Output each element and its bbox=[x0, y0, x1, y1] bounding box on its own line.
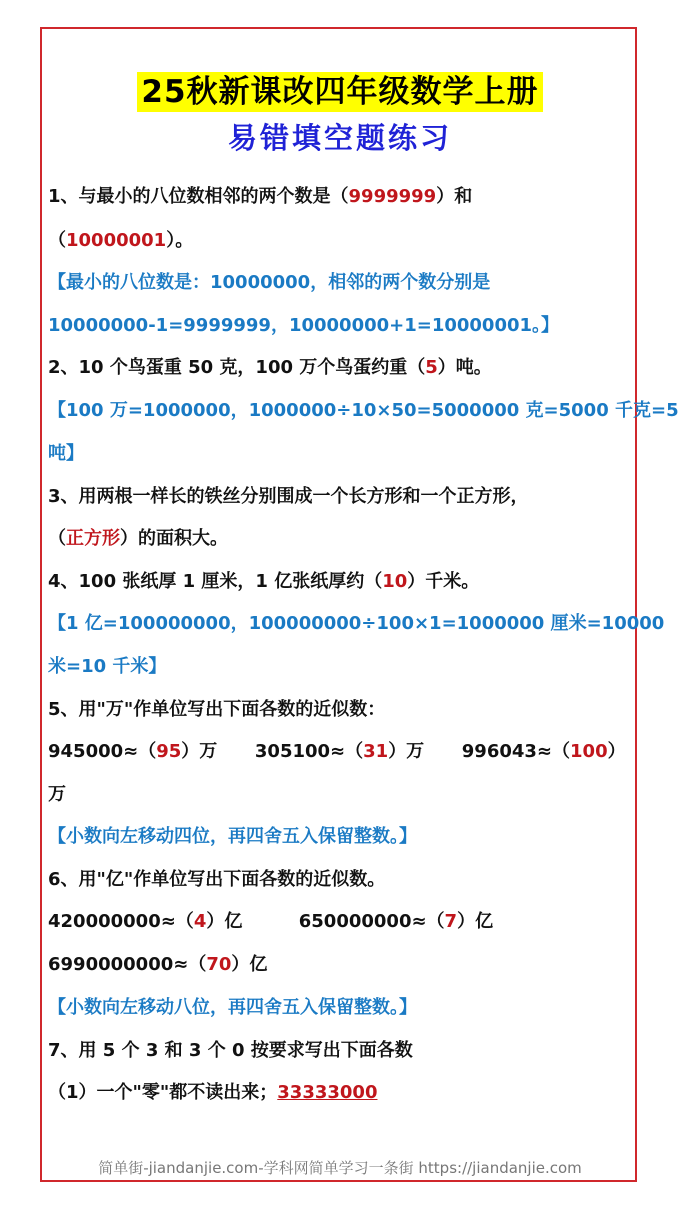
question-text: ）亿 650000000≈（ bbox=[206, 911, 445, 932]
question-text: 万 bbox=[48, 784, 66, 805]
text-line bbox=[48, 439, 84, 465]
text-line bbox=[48, 524, 228, 550]
text-line bbox=[48, 780, 66, 806]
answer-text: 10 bbox=[382, 571, 408, 592]
question-text: 420000000≈（ bbox=[48, 911, 194, 932]
text-line bbox=[48, 737, 626, 763]
answer-text: 10000001 bbox=[66, 230, 167, 251]
text-line bbox=[48, 396, 679, 422]
question-text: 3、用两根一样长的铁丝分别围成一个长方形和一个正方形， bbox=[48, 486, 529, 507]
question-text: ）和 bbox=[436, 186, 473, 207]
text-line bbox=[48, 865, 385, 891]
page-subtitle: 易错填空题练习 bbox=[227, 121, 452, 155]
question-text: 6、用"亿"作单位写出下面各数的近似数。 bbox=[48, 869, 386, 890]
question-text: ）的面积大。 bbox=[120, 528, 228, 549]
footer-watermark: 简单街-jiandanjie.com-学科网简单学习一条街 https://jiandanjie.com bbox=[98, 1159, 582, 1177]
question-text: ）亿 bbox=[457, 911, 494, 932]
explanation-text: 【小数向左移动四位，再四舍五入保留整数。】 bbox=[48, 826, 417, 847]
title-text: 25秋新课改四年级数学上册 bbox=[137, 72, 542, 112]
answer-text: 4 bbox=[193, 911, 207, 932]
answer-text: 9999999 bbox=[348, 186, 437, 207]
explanation-text: 【最小的八位数是：10000000，相邻的两个数分别是 bbox=[48, 272, 491, 293]
question-text: 945000≈（ bbox=[48, 741, 157, 762]
answer-text: 95 bbox=[156, 741, 182, 762]
question-text: 4、100 张纸厚 1 厘米，1 亿张纸厚约（ bbox=[48, 571, 383, 592]
answer-underlined: 33333000 bbox=[277, 1082, 378, 1103]
answer-text: 31 bbox=[363, 741, 389, 762]
explanation-text: 【小数向左移动八位，再四舍五入保留整数。】 bbox=[48, 997, 417, 1018]
text-line bbox=[48, 907, 493, 933]
question-text: ）亿 bbox=[231, 954, 268, 975]
answer-text: 正方形 bbox=[66, 528, 120, 549]
text-line bbox=[48, 482, 529, 508]
page-title bbox=[0, 66, 680, 111]
answer-text: 7 bbox=[444, 911, 458, 932]
text-line bbox=[48, 950, 267, 976]
answer-text: 70 bbox=[206, 954, 232, 975]
question-text: 2、10 个鸟蛋重 50 克，100 万个鸟蛋约重（ bbox=[48, 357, 426, 378]
question-text: ） bbox=[607, 741, 626, 762]
text-line bbox=[48, 182, 472, 208]
text-line bbox=[48, 567, 479, 593]
answer-text: 5 bbox=[425, 357, 438, 378]
explanation-text: 【1 亿=100000000，100000000÷100×1=1000000 厘米=10000 bbox=[48, 613, 665, 634]
explanation-text: 米=10 千米】 bbox=[48, 656, 167, 677]
text-line bbox=[48, 311, 559, 337]
question-text: ）。 bbox=[166, 230, 194, 251]
question-text: （1）一个"零"都不读出来； bbox=[48, 1082, 278, 1103]
text-line bbox=[48, 822, 417, 848]
question-text: （ bbox=[48, 230, 66, 251]
text-line bbox=[48, 226, 193, 252]
text-line bbox=[48, 609, 664, 635]
text-line bbox=[48, 695, 385, 721]
text-line bbox=[48, 268, 490, 294]
question-text: 6990000000≈（ bbox=[48, 954, 207, 975]
question-text: （ bbox=[48, 528, 66, 549]
question-text: ）万 305100≈（ bbox=[181, 741, 364, 762]
explanation-text: 10000000-1=9999999，10000000+1=10000001。】 bbox=[48, 315, 560, 336]
text-line bbox=[48, 353, 492, 379]
text-line bbox=[48, 1078, 377, 1104]
text-line bbox=[48, 993, 417, 1019]
question-text: 5、用"万"作单位写出下面各数的近似数： bbox=[48, 699, 386, 720]
question-text: ）吨。 bbox=[437, 357, 492, 378]
answer-text: 100 bbox=[570, 741, 608, 762]
question-text: ）千米。 bbox=[407, 571, 480, 592]
explanation-text: 吨】 bbox=[48, 443, 84, 464]
question-text: 1、与最小的八位数相邻的两个数是（ bbox=[48, 186, 349, 207]
text-line bbox=[48, 1036, 413, 1062]
question-text: 7、用 5 个 3 和 3 个 0 按要求写出下面各数 bbox=[48, 1040, 413, 1061]
text-line bbox=[48, 652, 166, 678]
explanation-text: 【100 万=1000000，1000000÷10×50=5000000 克=5000 千克=5 bbox=[48, 400, 679, 421]
question-text: ）万 996043≈（ bbox=[388, 741, 571, 762]
